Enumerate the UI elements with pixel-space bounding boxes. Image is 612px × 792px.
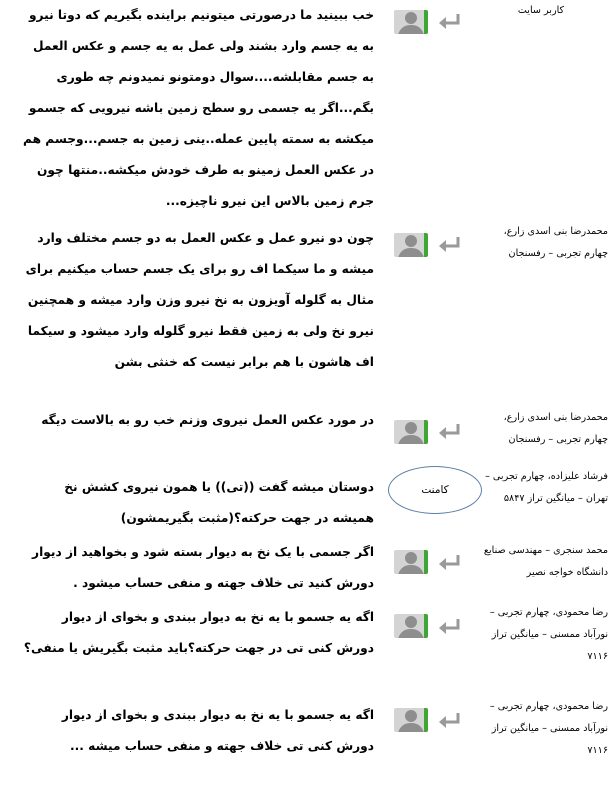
comment-text: اگه یه جسمو با یه نخ به دیوار ببندی و بخوای از دیوار دورش کنی تی خلاف جهته و منفی حساب میشه ... xyxy=(61,708,374,753)
comment-text: چون دو نیرو عمل و عکس العمل به دو جسم مختلف وارد میشه و ما سیکما اف رو برای یک جسم حساب میکنیم برای مثال به گلوله آویزون به نخ نیرو وزن وارد میشه و همچنین نیرو نخ ولی به زمین فقط نیرو گلوله وارد میشود و سیکما اف هاشون با هم برابر نیست که خنثی بشن xyxy=(25,231,374,369)
avatar xyxy=(394,550,428,574)
comment-author: محمدرضا بنی اسدی زارع، چهارم تجربی – رفسنجان xyxy=(503,412,608,445)
comment-author: کاربر سایت xyxy=(517,5,565,16)
comment-text: اگه یه جسمو با یه نخ به دیوار ببندی و بخوای از دیوار دورش کنی تی در جهت حرکته؟باید مثبت بگیریش یا منفی؟ xyxy=(23,610,374,655)
avatar xyxy=(394,233,428,257)
reply-arrow-icon[interactable] xyxy=(438,12,462,30)
reply-arrow-icon[interactable] xyxy=(438,617,462,635)
comment-author: محمد سنجری – مهندسی صنایع دانشگاه خواجه نصیر xyxy=(483,545,608,578)
comment-text: در مورد عکس العمل نیروی وزنم خب رو به بالاست دیگه xyxy=(41,413,374,427)
comment-author: فرشاد علیزاده، چهارم تجربی – تهران – میانگین تراز ۵۸۴۷ xyxy=(485,471,608,504)
avatar xyxy=(394,614,428,638)
comment-text: خب ببینید ما درصورتی میتونیم براینده بگیریم که دوتا نیرو به یه جسم وارد بشند ولی عمل به یه جسم و عکس العمل به جسم مقابلشه....سوال دومتونو نمیدونم چه طوری بگم...اگر یه جسمی رو سطح زمین باشه نیرویی که جسمو میکشه به سمته پایین عمله..ینی زمین به جسم...وجسم هم در عکس العمل زمینو به طرف خودش میکشه..منتها چون جرم زمین بالاس این نیرو ناچیزه... xyxy=(23,8,374,208)
comment-tag: کامنت xyxy=(388,466,482,514)
comment-author: محمدرضا بنی اسدی زارع، چهارم تجربی – رفسنجان xyxy=(503,226,608,259)
avatar xyxy=(394,420,428,444)
avatar xyxy=(394,708,428,732)
reply-arrow-icon[interactable] xyxy=(438,711,462,729)
reply-arrow-icon[interactable] xyxy=(438,422,462,440)
reply-arrow-icon[interactable] xyxy=(438,553,462,571)
comment-text: اگر جسمی با یک نخ به دیوار بسته شود و بخواهید از دیوار دورش کنید تی خلاف جهته و منفی حساب میشود . xyxy=(32,545,374,590)
comment-author: رضا محمودی، چهارم تجربی – نورآباد ممسنی – میانگین تراز ۷۱۱۶ xyxy=(489,701,608,756)
reply-arrow-icon[interactable] xyxy=(438,235,462,253)
avatar xyxy=(394,10,428,34)
comment-author: رضا محمودی، چهارم تجربی – نورآباد ممسنی – میانگین تراز ۷۱۱۶ xyxy=(489,607,608,662)
comment-text: دوستان میشه گفت ((تی)) یا همون نیروی کشش نخ همیشه در جهت حرکته؟(مثبت بگیریمشون) xyxy=(64,480,374,525)
